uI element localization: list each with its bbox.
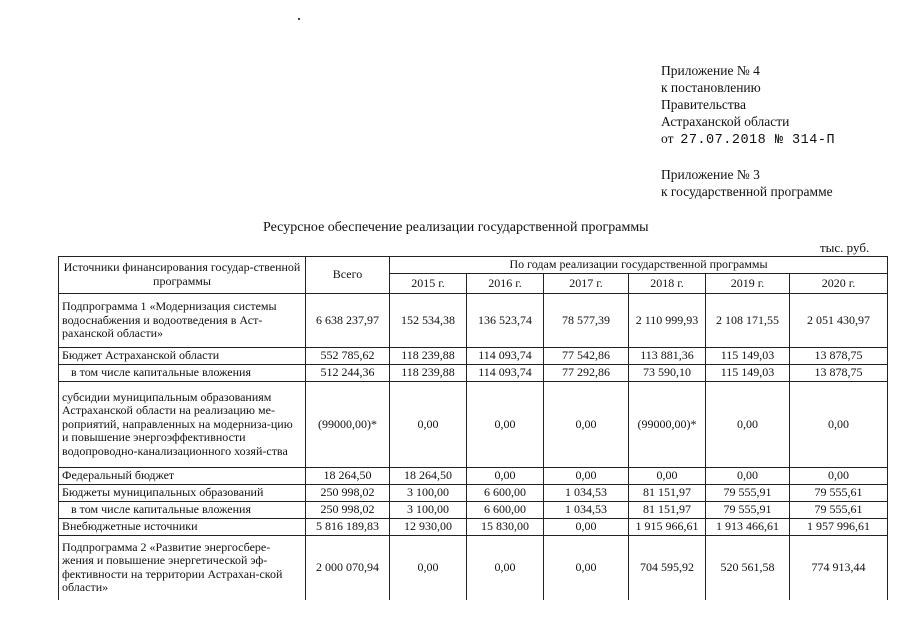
table-row [59,294,888,348]
row-value: 0,00 [467,536,544,600]
row-value: 73 590,10 [629,365,706,382]
row-value: 0,00 [790,468,888,485]
table-row [59,382,888,468]
row-total: 18 264,50 [306,468,390,485]
row-value: 114 093,74 [467,348,544,365]
row-total: 512 244,36 [306,365,390,382]
row-value: 0,00 [706,382,790,468]
row-value: 0,00 [544,519,629,536]
row-value: 113 881,36 [629,348,706,365]
row-value: 1 915 966,61 [629,519,706,536]
row-value: 1 034,53 [544,502,629,519]
header-year: 2018 г. [629,274,706,294]
row-name: в том числе капитальные вложения [59,365,306,382]
row-total: 552 785,62 [306,348,390,365]
appendix-4-line2: к постановлению [661,80,761,95]
row-value: 79 555,91 [706,485,790,502]
date-prefix: от [661,131,674,146]
table-row [59,536,888,600]
row-value: 3 100,00 [390,502,467,519]
row-value: 79 555,61 [790,485,888,502]
table-row [59,519,888,536]
row-value: 704 595,92 [629,536,706,600]
row-total: (99000,00)* [306,382,390,468]
table-row [59,502,888,519]
row-value: 0,00 [544,382,629,468]
row-value: 115 149,03 [706,348,790,365]
appendix-3-line2: к государственной программе [661,184,833,199]
row-total: 250 998,02 [306,502,390,519]
table-row [59,348,888,365]
header-source: Источники финансирования государ-ственной программы [59,257,306,294]
row-name: Подпрограмма 2 «Развитие энергосбере-жения и повышение энергетической эф-фективности на территории Астрахан-ской области» [59,536,306,600]
row-name: субсидии муниципальным образованиям Астраханской области на реализацию ме-роприятий, направленных на модерниза-цию и повышение энергоэффективности водопроводно-канализационного хозяй-ства [59,382,306,468]
row-value: 79 555,61 [790,502,888,519]
appendix-4-line1: Приложение № 4 [661,63,760,78]
row-name: Бюджеты муниципальных образований [59,485,306,502]
row-total: 2 000 070,94 [306,536,390,600]
row-value: 13 878,75 [790,348,888,365]
row-value: 1 913 466,61 [706,519,790,536]
header-year: 2016 г. [467,274,544,294]
header-total: Всего [306,257,390,294]
row-value: 0,00 [467,468,544,485]
appendix-4-line5 [661,130,835,149]
row-value: 1 957 996,61 [790,519,888,536]
row-total: 250 998,02 [306,485,390,502]
row-value: 12 930,00 [390,519,467,536]
row-value: 1 034,53 [544,485,629,502]
row-value: 118 239,88 [390,348,467,365]
table-row [59,468,888,485]
row-value: 136 523,74 [467,294,544,348]
row-name: Бюджет Астраханской области [59,348,306,365]
row-value: 2 108 171,55 [706,294,790,348]
row-value: 77 292,86 [544,365,629,382]
row-value: 6 600,00 [467,502,544,519]
row-value: 118 239,88 [390,365,467,382]
row-value: 77 542,86 [544,348,629,365]
header-year: 2017 г. [544,274,629,294]
row-value: 18 264,50 [390,468,467,485]
units-label: тыс. руб. [820,240,870,255]
row-value: 115 149,03 [706,365,790,382]
row-value: 2 051 430,97 [790,294,888,348]
header-year: 2019 г. [706,274,790,294]
row-value: 0,00 [390,382,467,468]
speck [298,18,300,20]
row-value: 6 600,00 [467,485,544,502]
row-value: 520 561,58 [706,536,790,600]
table-row [59,485,888,502]
row-name: Подпрограмма 1 «Модернизация системы водоснабжения и водоотведения в Аст-раханской области» [59,294,306,348]
row-value: 0,00 [467,382,544,468]
row-value: 2 110 999,93 [629,294,706,348]
document-title: Ресурсное обеспечение реализации государственной программы [263,220,649,235]
row-value: 152 534,38 [390,294,467,348]
appendix-3-line1: Приложение № 3 [661,167,760,182]
row-value: (99000,00)* [629,382,706,468]
appendix-4-note [661,62,835,149]
row-value: 79 555,91 [706,502,790,519]
header-year: 2020 г. [790,274,888,294]
row-value: 3 100,00 [390,485,467,502]
row-value: 774 913,44 [790,536,888,600]
row-value: 13 878,75 [790,365,888,382]
row-total: 6 638 237,97 [306,294,390,348]
row-value: 0,00 [790,382,888,468]
row-value: 0,00 [706,468,790,485]
row-value: 81 151,97 [629,485,706,502]
row-value: 114 093,74 [467,365,544,382]
row-name: в том числе капитальные вложения [59,502,306,519]
row-total: 5 816 189,83 [306,519,390,536]
row-value: 0,00 [544,468,629,485]
row-value: 0,00 [390,536,467,600]
row-value: 0,00 [544,536,629,600]
decree-date-number: 27.07.2018 № 314-П [680,133,836,148]
row-value: 0,00 [629,468,706,485]
table-row [59,365,888,382]
appendix-4-line4: Астраханской области [661,114,790,129]
header-by-years: По годам реализации государственной программы [390,257,888,274]
header-year: 2015 г. [390,274,467,294]
row-name: Федеральный бюджет [59,468,306,485]
row-name: Внебюджетные источники [59,519,306,536]
row-value: 78 577,39 [544,294,629,348]
appendix-3-note [661,166,833,200]
appendix-4-line3: Правительства [661,97,746,112]
row-value: 15 830,00 [467,519,544,536]
resource-table [58,256,888,600]
row-value: 81 151,97 [629,502,706,519]
